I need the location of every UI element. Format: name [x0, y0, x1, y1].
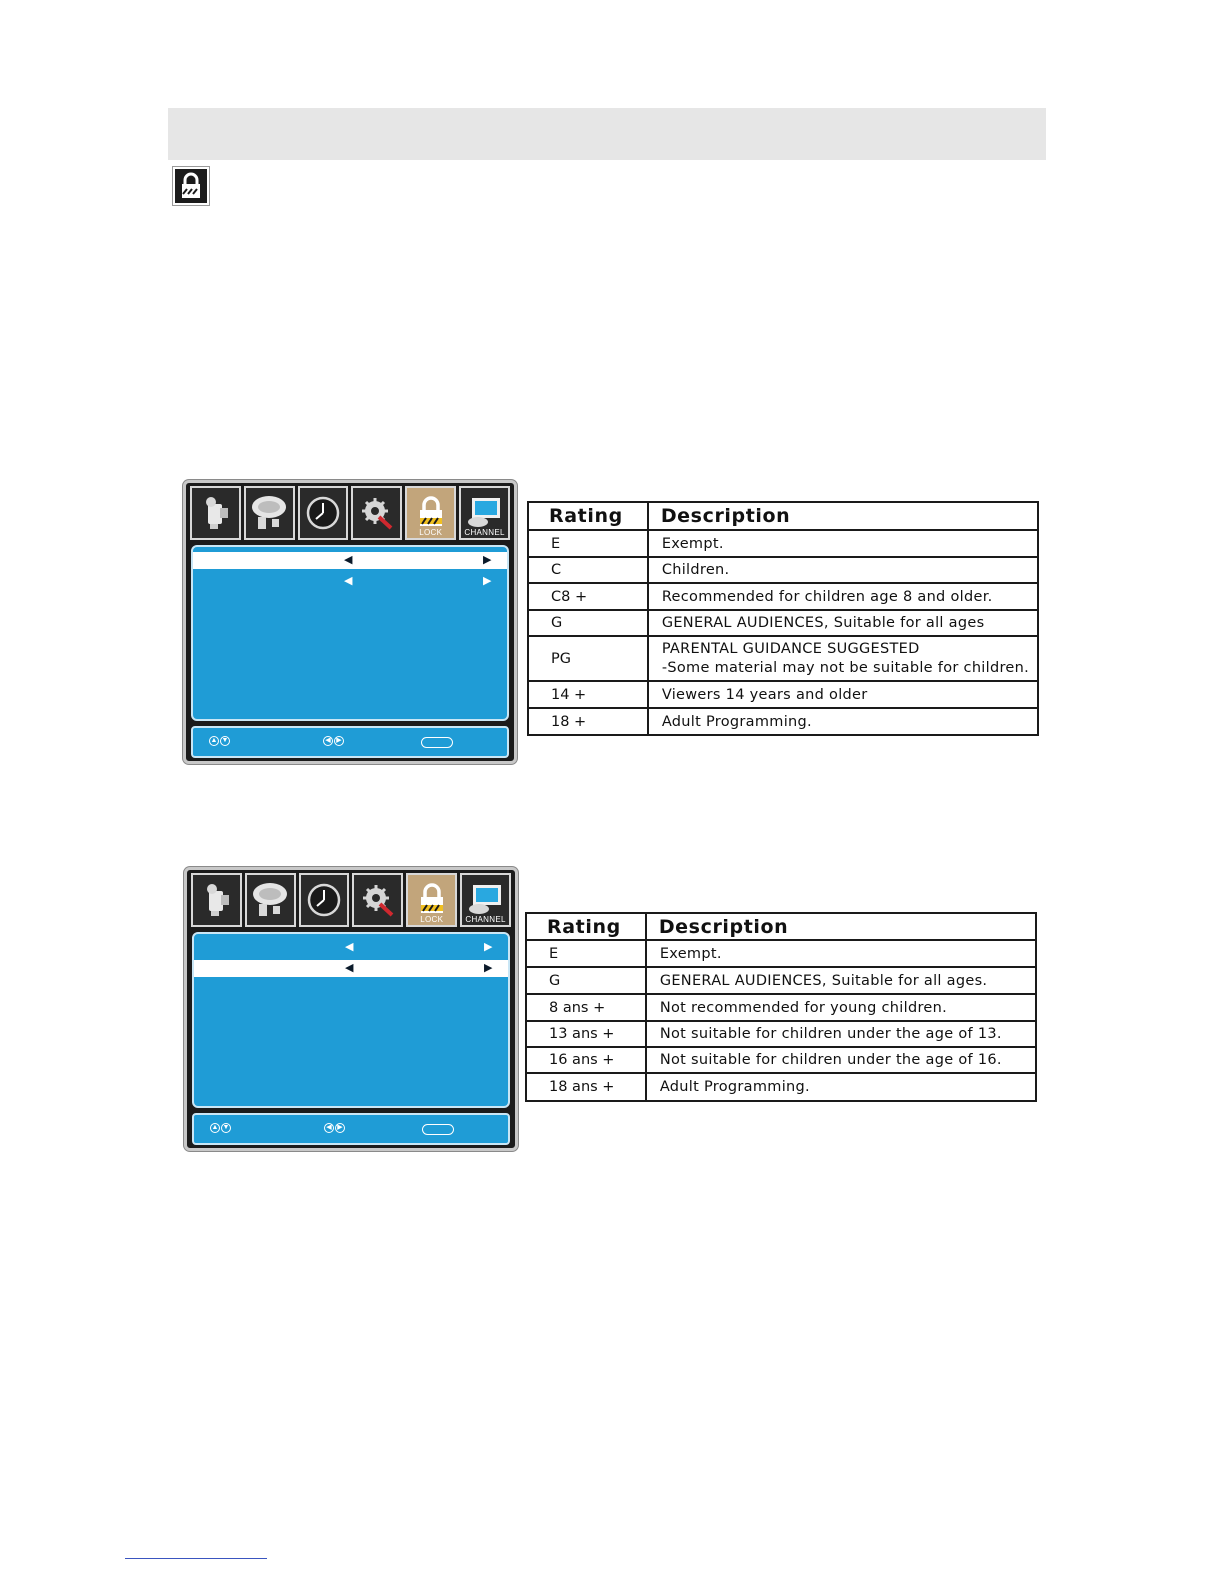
description-cell: Adult Programming.: [646, 1073, 1036, 1101]
rating-cell: 18 +: [528, 708, 648, 735]
osd-tab-bar: [190, 486, 510, 540]
camcorder-icon: [198, 494, 232, 532]
table-row: [528, 636, 1038, 681]
tab-lock[interactable]: [405, 486, 456, 540]
description-cell: [648, 636, 1038, 681]
rating-cell: G: [528, 610, 648, 636]
lock-icon: [418, 883, 446, 917]
tab-setup[interactable]: [351, 486, 402, 540]
rating-table-french: [525, 912, 1037, 1102]
osd-menu-french: [184, 867, 518, 1151]
osd-menu-row[interactable]: [193, 573, 507, 590]
clock-icon: [306, 882, 342, 918]
tab-lock-label: LOCK: [419, 528, 443, 537]
tab-picture[interactable]: [191, 873, 242, 927]
description-column-header: Description: [648, 502, 1038, 530]
rating-cell: E: [526, 940, 646, 967]
rating-cell: G: [526, 967, 646, 994]
menu-button-icon: [421, 737, 453, 748]
arrow-left-icon[interactable]: ◀: [344, 554, 353, 566]
footer-link-underline: [125, 1558, 267, 1559]
rating-cell: 13 ans +: [526, 1021, 646, 1047]
up-down-buttons-icon: ▲ ▼: [210, 737, 229, 744]
table-header-row: [526, 913, 1036, 940]
speakers-icon: [249, 493, 289, 533]
lock-section-badge: [172, 166, 210, 206]
osd-menu-panel: [191, 545, 509, 721]
table-row: [526, 1073, 1036, 1101]
tab-setup[interactable]: [352, 873, 403, 927]
left-right-buttons-icon: ◀ ▶: [323, 736, 344, 746]
arrow-left-icon[interactable]: ◀: [344, 575, 353, 587]
lock-icon: [417, 496, 445, 530]
description-cell: Children.: [648, 557, 1038, 583]
up-down-buttons-icon: ▲ ▼: [211, 1124, 230, 1131]
tab-time[interactable]: [298, 486, 349, 540]
arrow-left-icon[interactable]: ◀: [345, 962, 354, 974]
osd-menu-english: [183, 480, 517, 764]
osd-menu-row[interactable]: [194, 939, 508, 956]
menu-button-icon: [422, 1124, 454, 1135]
gear-icon: [360, 882, 396, 918]
table-row: [528, 708, 1038, 735]
table-row: [528, 557, 1038, 583]
osd-footer-bar: [192, 1113, 510, 1145]
description-cell: Not suitable for children under the age of 13.: [646, 1021, 1036, 1047]
tab-channel[interactable]: [459, 486, 510, 540]
description-cell: Exempt.: [646, 940, 1036, 967]
description-cell: Exempt.: [648, 530, 1038, 557]
arrow-right-icon[interactable]: ▶: [483, 554, 492, 566]
lock-icon: [179, 172, 203, 200]
table-row: [526, 967, 1036, 994]
description-cell: GENERAL AUDIENCES, Suitable for all ages: [648, 610, 1038, 636]
arrow-left-icon[interactable]: ◀: [345, 941, 354, 953]
arrow-right-icon[interactable]: ▶: [483, 575, 492, 587]
table-header-row: [528, 502, 1038, 530]
rating-cell: E: [528, 530, 648, 557]
description-line: -Some material may not be suitable for children.: [661, 659, 1030, 676]
osd-tab-bar: [191, 873, 511, 927]
rating-column-header: Rating: [528, 502, 648, 530]
table-row: [526, 1021, 1036, 1047]
table-row: [528, 610, 1038, 636]
section-header-band: [168, 108, 1046, 160]
table-row: [528, 583, 1038, 610]
table-row: [526, 1047, 1036, 1073]
tab-channel-label: CHANNEL: [464, 528, 505, 537]
rating-cell: 8 ans +: [526, 994, 646, 1021]
description-column-header: Description: [646, 913, 1036, 940]
tab-sound[interactable]: [245, 873, 296, 927]
rating-cell: 18 ans +: [526, 1073, 646, 1101]
rating-table-english: [527, 501, 1039, 736]
rating-column-header: Rating: [526, 913, 646, 940]
rating-cell: 16 ans +: [526, 1047, 646, 1073]
rating-cell: PG: [528, 636, 648, 681]
rating-cell: C: [528, 557, 648, 583]
description-line: PARENTAL GUIDANCE SUGGESTED: [661, 640, 920, 657]
left-right-buttons-icon: ◀ ▶: [324, 1123, 345, 1133]
description-cell: Not suitable for children under the age of 16.: [646, 1047, 1036, 1073]
tab-channel-label: CHANNEL: [465, 915, 506, 924]
clock-icon: [305, 495, 341, 531]
arrow-right-icon[interactable]: ▶: [484, 962, 493, 974]
tab-channel[interactable]: [460, 873, 511, 927]
tab-sound[interactable]: [244, 486, 295, 540]
osd-menu-panel: [192, 932, 510, 1108]
arrow-right-icon[interactable]: ▶: [484, 941, 493, 953]
description-cell: Not recommended for young children.: [646, 994, 1036, 1021]
tab-lock-label: LOCK: [420, 915, 444, 924]
description-cell: Viewers 14 years and older: [648, 681, 1038, 708]
description-cell: Adult Programming.: [648, 708, 1038, 735]
table-row: [526, 940, 1036, 967]
rating-cell: C8 +: [528, 583, 648, 610]
gear-icon: [359, 495, 395, 531]
camcorder-icon: [199, 881, 233, 919]
tab-time[interactable]: [299, 873, 350, 927]
speakers-icon: [250, 880, 290, 920]
table-row: [528, 530, 1038, 557]
rating-cell: 14 +: [528, 681, 648, 708]
monitor-icon: [466, 496, 504, 530]
description-cell: Recommended for children age 8 and older.: [648, 583, 1038, 610]
table-row: [526, 994, 1036, 1021]
osd-menu-row[interactable]: [194, 960, 508, 977]
tab-picture[interactable]: [190, 486, 241, 540]
monitor-icon: [467, 883, 505, 917]
description-cell: GENERAL AUDIENCES, Suitable for all ages.: [646, 967, 1036, 994]
table-row: [528, 681, 1038, 708]
osd-menu-row[interactable]: [193, 552, 507, 569]
osd-footer-bar: [191, 726, 509, 758]
tab-lock[interactable]: [406, 873, 457, 927]
